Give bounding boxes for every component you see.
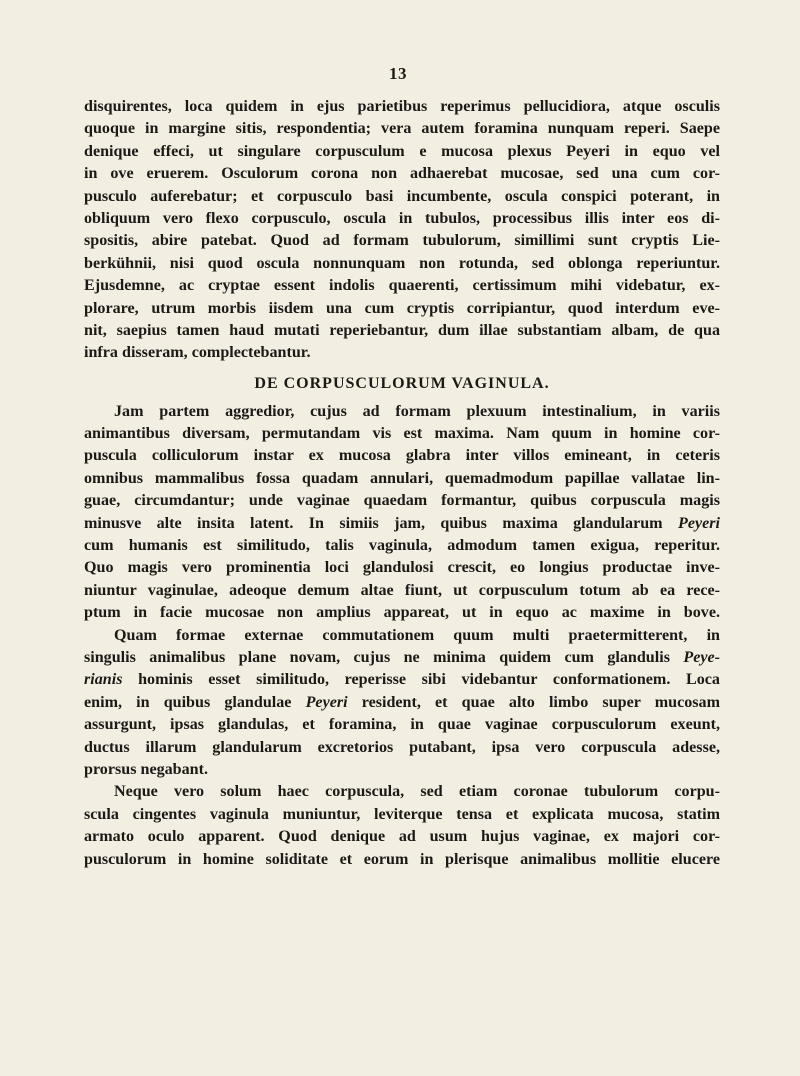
italic-term: Peyeri (677, 514, 720, 532)
text-run: resident, et quae alto limbo super mucosam (361, 693, 720, 711)
text-line: prorsus negabant. (84, 760, 209, 778)
text-line: Jam partem aggredior, cujus ad formam plexuum intestinalium, in variis (114, 402, 720, 420)
text-line: puscula colliculorum instar ex mucosa glabra inter villos emineant, in ceteris (84, 447, 720, 465)
text-line: nit, saepius tamen haud mutati reperiebantur, dum illae substantiam albam, de qua (84, 321, 720, 339)
text-line (84, 647, 720, 669)
text-line (84, 669, 720, 691)
italic-term: Peye- (683, 648, 720, 666)
text-line: scula cingentes vaginula muniuntur, leviterque tensa et explicata mucosa, statim (84, 805, 720, 823)
italic-term: rianis (84, 671, 123, 689)
text-line: Ejusdemne, ac cryptae essent indolis quaerenti, certissimum mihi videbatur, ex- (84, 277, 720, 295)
text-line: berkühnii, nisi quod oscula nonnunquam non rotunda, sed oblonga reperiuntur. (84, 254, 720, 272)
text-line: in ove eruerem. Osculorum corona non adhaerebat mucosae, sed una cum cor- (84, 165, 720, 183)
text-line: Quo magis vero prominentia loci glandulosi crescit, eo longius productae inve- (84, 559, 720, 577)
section-heading: DE CORPUSCULORUM VAGINULA. (254, 374, 550, 392)
text-line: Quam formae externae commutationem quum multi praetermitterent, in (114, 626, 720, 644)
text-line: plorare, utrum morbis iisdem una cum cryptis corripiantur, quod interdum eve- (84, 299, 720, 317)
italic-term: Peyeri (305, 693, 348, 711)
text-run: hominis esset similitudo, reperisse sibi videbantur conformationem. Loca (138, 671, 720, 689)
text-line: armato oculo apparent. Quod denique ad usum hujus vaginae, ex majori cor- (84, 828, 720, 846)
text-line (84, 692, 720, 714)
text-run: minusve alte insita latent. In simiis jam, quibus maxima glandularum (84, 514, 663, 532)
text-run: singulis animalibus plane novam, cujus ne minima quidem cum glandulis (84, 648, 670, 666)
text-line: Neque vero solum haec corpuscula, sed etiam coronae tubulorum corpu- (114, 783, 720, 801)
text-line: obliquum vero flexo corpusculo, oscula in tubulos, processibus illis inter eos di- (84, 209, 720, 227)
text-line: assurgunt, ipsas glandulas, et foramina, in quae vaginae corpusculorum exeunt, (84, 716, 720, 734)
text-line: cum humanis est similitudo, talis vaginula, admodum tamen exigua, reperitur. (84, 537, 720, 555)
text-run: enim, in quibus glandulae (84, 693, 292, 711)
text-line: ductus illarum glandularum excretorios putabant, ipsa vero corpuscula adesse, (84, 738, 720, 756)
text-line: quoque in margine sitis, respondentia; vera autem foramina nunquam reperi. Saepe (84, 120, 720, 138)
page-number: 13 (389, 64, 407, 83)
text-line: niuntur vaginulae, adeoque demum altae fiunt, ut corpusculum totum ab ea rece- (84, 581, 720, 599)
text-line (84, 513, 720, 535)
text-line: pusculo auferebatur; et corpusculo basi incumbente, oscula conspici poterant, in (84, 187, 720, 205)
text-line: infra disseram, complectebantur. (84, 344, 311, 362)
text-line: denique effeci, ut singulare corpusculum e mucosa plexus Peyeri in equo vel (84, 142, 720, 160)
text-line: spositis, abire patebat. Quod ad formam tubulorum, simillimi sunt cryptis Lie- (84, 232, 720, 250)
text-line: guae, circumdantur; unde vaginae quaedam formantur, quibus corpuscula magis (84, 492, 720, 510)
text-line: omnibus mammalibus fossa quadam annulari, quemadmodum papillae vallatae lin- (84, 469, 720, 487)
text-line: pusculorum in homine soliditate et eorum in plerisque animalibus mollitie elucere (84, 850, 720, 868)
body-text (84, 96, 720, 871)
text-line: disquirentes, loca quidem in ejus parietibus reperimus pellucidiora, atque osculis (84, 98, 720, 115)
text-line: animantibus diversam, permutandam vis est maxima. Nam quum in homine cor- (84, 425, 720, 443)
text-line: ptum in facie mucosae non amplius appareat, ut in equo ac maxime in bove. (84, 604, 720, 622)
